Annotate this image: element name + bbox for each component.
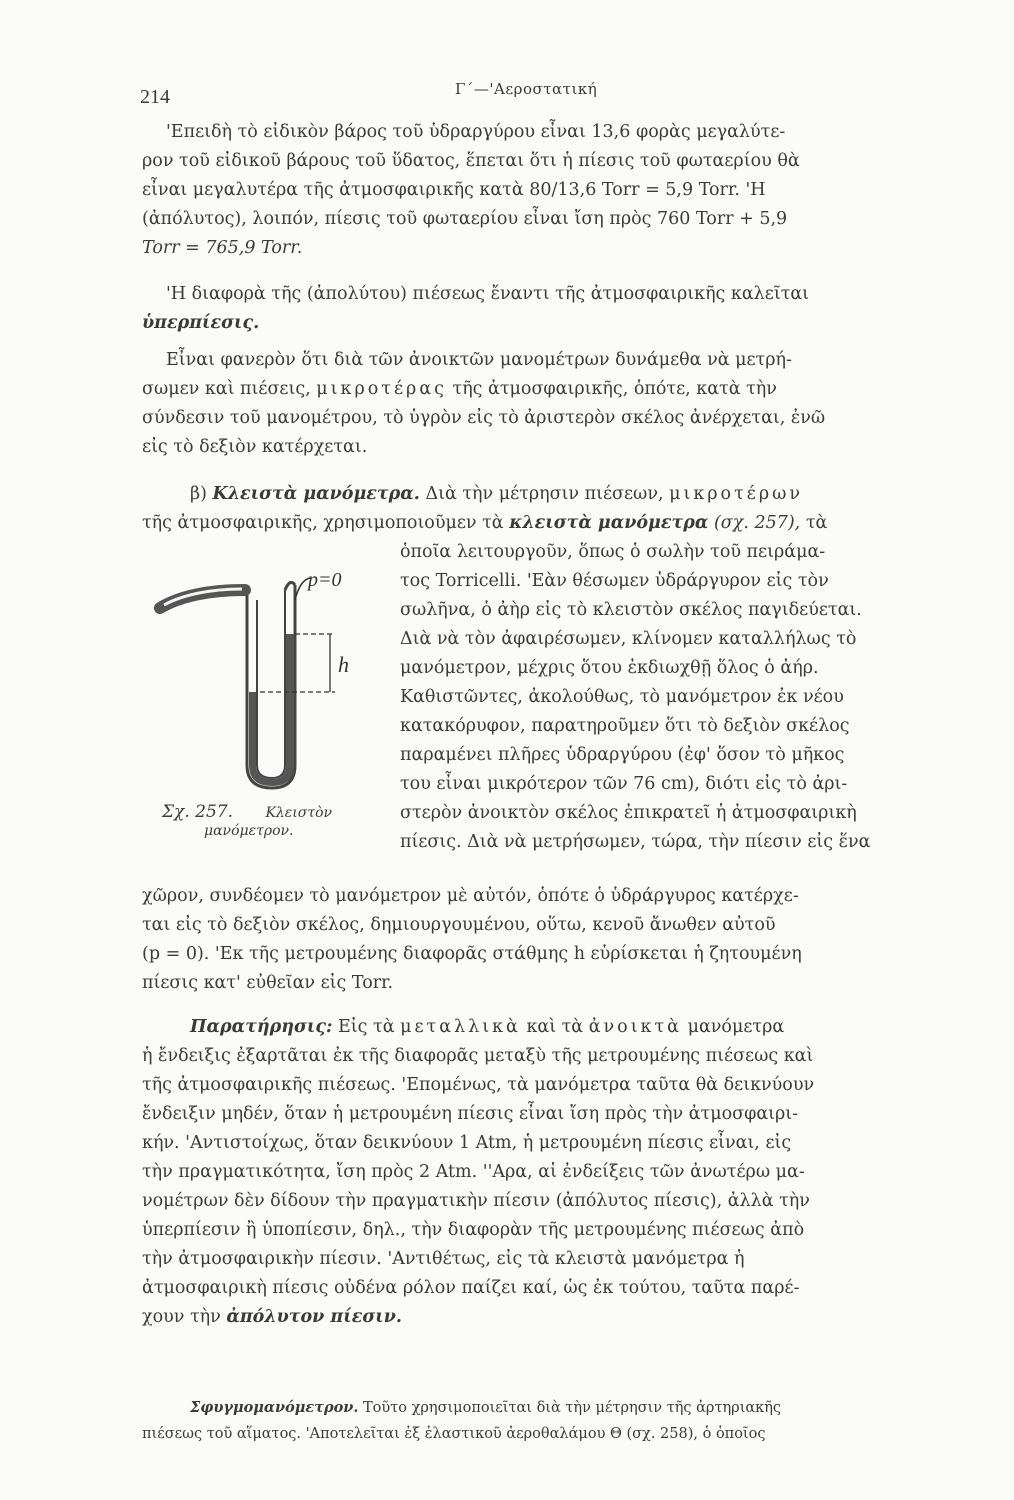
text-fragment: σωμεν καὶ πιέσεις, — [142, 379, 311, 399]
text-line: Διὰ νὰ τὸν ἀφαιρέσωμεν, κλίνομεν καταλλήλως τὸ — [400, 629, 857, 649]
text-line: του εἶναι μικρότερον τῶν 76 cm), διότι εἰς τὸ ἀρι- — [400, 774, 848, 794]
term-sphygmomanometer: Σφυγμομανόμετρον. — [190, 1399, 359, 1416]
page-number: 214 — [140, 86, 170, 108]
text-line: τὴν ἀτμοσφαιρικὴν πίεσιν. 'Αντιθέτως, εἰς τὰ κλειστὰ μανόμετρα ἡ — [142, 1249, 745, 1269]
text-line: πίεσις. Διὰ νὰ μετρήσωμεν, τώρα, τὴν πίεσιν εἰς ἕνα — [400, 832, 871, 852]
text-line: στερὸν ἀνοικτὸν σκέλος ἐπικρατεῖ ἡ ἀτμοσφαιρικὴ — [400, 803, 857, 823]
text-fragment: Διὰ τὴν μέτρησιν πιέσεων, — [425, 484, 664, 504]
emphasis-open: ἀνοικτὰ — [588, 1017, 682, 1037]
remark-paragraph — [142, 1013, 962, 1332]
text-line: σύνδεσιν τοῦ μανομέτρου, τὸ ὑγρὸν εἰς τὸ ἀριστερὸν σκέλος ἀνέρχεται, ἐνῶ — [142, 408, 826, 428]
section-closed-manometers — [142, 480, 962, 538]
text-fragment: χουν τὴν — [142, 1307, 221, 1327]
text-line: μανόμετρον, μέχρις ὅτου ἐκδιωχθῇ ὅλος ὁ ἀήρ. — [400, 658, 819, 678]
text-line — [142, 1303, 962, 1332]
text-line: νομέτρων δὲν δίδουν τὴν πραγματικὴν πίεσιν (ἀπόλυτος πίεσις), ἀλλὰ τὴν — [142, 1191, 810, 1211]
term-absolute-pressure: ἀπόλυτον πίεσιν. — [226, 1307, 402, 1327]
text-line: ἔνδειξιν μηδέν, ὅταν ἡ μετρουμένη πίεσις εἶναι ἴση πρὸς τὴν ἀτμοσφαιρι- — [142, 1104, 799, 1124]
section-title: Κλειστὰ μανόμετρα. — [212, 484, 420, 504]
text-line — [142, 509, 962, 538]
closed-manometer-figure — [150, 560, 370, 800]
text-line: Εἶναι φανερὸν ὅτι διὰ τῶν ἀνοικτῶν μανομέτρων δυνάμεθα νὰ μετρή- — [166, 350, 792, 370]
section-label: β) — [190, 484, 207, 504]
caption-text: μανόμετρον. — [204, 823, 294, 839]
text-line: τὴν πραγματικότητα, ἴση πρὸς 2 Atm. ''Αρα, αἱ ἐνδείξεις τῶν ἀνωτέρω μα- — [142, 1162, 805, 1182]
text-line: εἶναι μεγαλυτέρα τῆς ἀτμοσφαιρικῆς κατὰ 80/13,6 Torr = 5,9 Torr. 'Η — [142, 180, 766, 200]
remark-title: Παρατήρησις: — [190, 1017, 333, 1037]
text-fragment: καὶ τὰ — [526, 1017, 584, 1037]
text-line: ρον τοῦ εἰδικοῦ βάρους τοῦ ὕδατος, ἕπεται ὅτι ἡ πίεσις τοῦ φωταερίου θὰ — [142, 151, 800, 171]
text-fragment: Τοῦτο χρησιμοποιεῖται διὰ τὴν μέτρησιν τῆς ἀρτηριακῆς — [363, 1400, 782, 1416]
label-h: h — [338, 652, 349, 677]
label-p0: p=0 — [308, 569, 342, 591]
text-line — [142, 1395, 962, 1421]
paragraph-open-manometers — [142, 346, 962, 462]
text-line: ὁποῖα λειτουργοῦν, ὅπως ὁ σωλὴν τοῦ πειράμα- — [400, 542, 826, 562]
text-line: πίεσις κατ' εὐθεῖαν εἰς Torr. — [142, 973, 394, 993]
term-overpressure: ὑπερπίεσις. — [142, 313, 260, 333]
figure-caption — [162, 802, 333, 840]
text-line: Torr = 765,9 Torr. — [142, 238, 303, 258]
text-line: 'Η διαφορὰ τῆς (ἀπολύτου) πιέσεως ἔναντι τῆς ἀτμοσφαιρικῆς καλεῖται — [166, 284, 810, 304]
emphasis-smaller: μικροτέρας — [316, 379, 447, 399]
text-line: (ἀπόλυτος), λοιπόν, πίεσις τοῦ φωταερίου εἶναι ἴση πρὸς 760 Torr + 5,9 — [142, 209, 788, 229]
text-line — [142, 1013, 962, 1042]
term-closed-manometers: κλειστὰ μανόμετρα — [509, 513, 709, 533]
caption-text: Κλειστὸν — [265, 805, 333, 821]
text-line: κήν. 'Αντιστοίχως, ὅταν δεικνύουν 1 Atm, ἡ μετρουμένη πίεσις εἶναι, εἰς — [142, 1133, 792, 1153]
text-line: πιέσεως τοῦ αἵματος. 'Αποτελεῖται ἐξ ἐλαστικοῦ ἀεροθαλάμου Θ (σχ. 258), ὁ ὁποῖος — [142, 1426, 766, 1442]
text-line — [142, 480, 962, 509]
running-head: Γ΄—'Αεροστατική — [455, 80, 598, 98]
figure-side-text — [400, 538, 945, 857]
emphasis-metallic: μεταλλικὰ — [400, 1017, 521, 1037]
mercury-right — [286, 634, 294, 765]
text-fragment: Εἰς τὰ — [338, 1017, 395, 1037]
section-closed-continuation — [142, 882, 962, 998]
text-line: Καθιστῶντες, ἀκολούθως, τὸ μανόμετρον ἐκ νέου — [400, 687, 844, 707]
text-line: ἡ ἔνδειξις ἐξαρτᾶται ἐκ τῆς διαφορᾶς μεταξὺ τῆς μετρουμένης πιέσεως καὶ — [142, 1046, 814, 1066]
text-line: ται εἰς τὸ δεξιὸν σκέλος, δημιουργουμένου, οὕτω, κενοῦ ἄνωθεν αὐτοῦ — [142, 915, 776, 935]
text-line — [142, 375, 962, 404]
u-tube-inner — [257, 590, 285, 778]
text-line: παραμένει πλῆρες ὑδραργύρου (ἐφ' ὅσον τὸ μῆκος — [400, 745, 845, 765]
text-line: τος Torricelli. 'Εὰν θέσωμεν ὑδράργυρον εἰς τὸν — [400, 571, 829, 591]
figure-reference: (σχ. 257), — [713, 513, 801, 533]
text-line: ὑπερπίεσιν ἢ ὑποπίεσιν, δηλ., τὴν διαφορὰν τῆς μετρουμένης πιέσεως ἀπὸ — [142, 1220, 805, 1240]
sphygmomanometer-paragraph — [142, 1395, 962, 1447]
text-line: (p = 0). 'Εκ τῆς μετρουμένης διαφορᾶς στάθμης h εὑρίσκεται ἡ ζητουμένη — [142, 944, 802, 964]
text-line: κατακόρυφον, παρατηροῦμεν ὅτι τὸ δεξιὸν σκέλος — [400, 716, 850, 736]
text-fragment: μανόμετρα — [687, 1017, 785, 1037]
text-line: εἰς τὸ δεξιὸν κατέρχεται. — [142, 437, 368, 457]
text-line: τῆς ἀτμοσφαιρικῆς πιέσεως. 'Επομένως, τὰ μανόμετρα ταῦτα θὰ δεικνύουν — [142, 1075, 815, 1095]
emphasis-smaller: μικροτέρων — [669, 484, 804, 504]
text-line: χῶρον, συνδέομεν τὸ μανόμετρον μὲ αὐτόν, ὁπότε ὁ ὑδράργυρος κατέρχε- — [142, 886, 799, 906]
text-fragment: τῆς ἀτμοσφαιρικῆς, ὁπότε, κατὰ τὴν — [452, 379, 777, 399]
paragraph-overpressure — [142, 280, 962, 338]
mercury-left — [249, 692, 256, 765]
paragraph-pressure-calc — [142, 118, 962, 263]
text-line: 'Επειδὴ τὸ εἰδικὸν βάρος τοῦ ὑδραργύρου εἶναι 13,6 φορὰς μεγαλύτε- — [166, 122, 786, 142]
text-line: σωλῆνα, ὁ ἀὴρ εἰς τὸ κλειστὸν σκέλος παγιδεύεται. — [400, 600, 862, 620]
text-fragment: τὰ — [805, 513, 828, 533]
text-fragment: τῆς ἀτμοσφαιρικῆς, χρησιμοποιοῦμεν τὰ — [142, 513, 504, 533]
caption-number: Σχ. 257. — [162, 802, 233, 822]
text-line: ἀτμοσφαιρικὴ πίεσις οὐδένα ρόλον παίζει καί, ὡς ἐκ τούτου, ταῦτα παρέ- — [142, 1278, 800, 1298]
